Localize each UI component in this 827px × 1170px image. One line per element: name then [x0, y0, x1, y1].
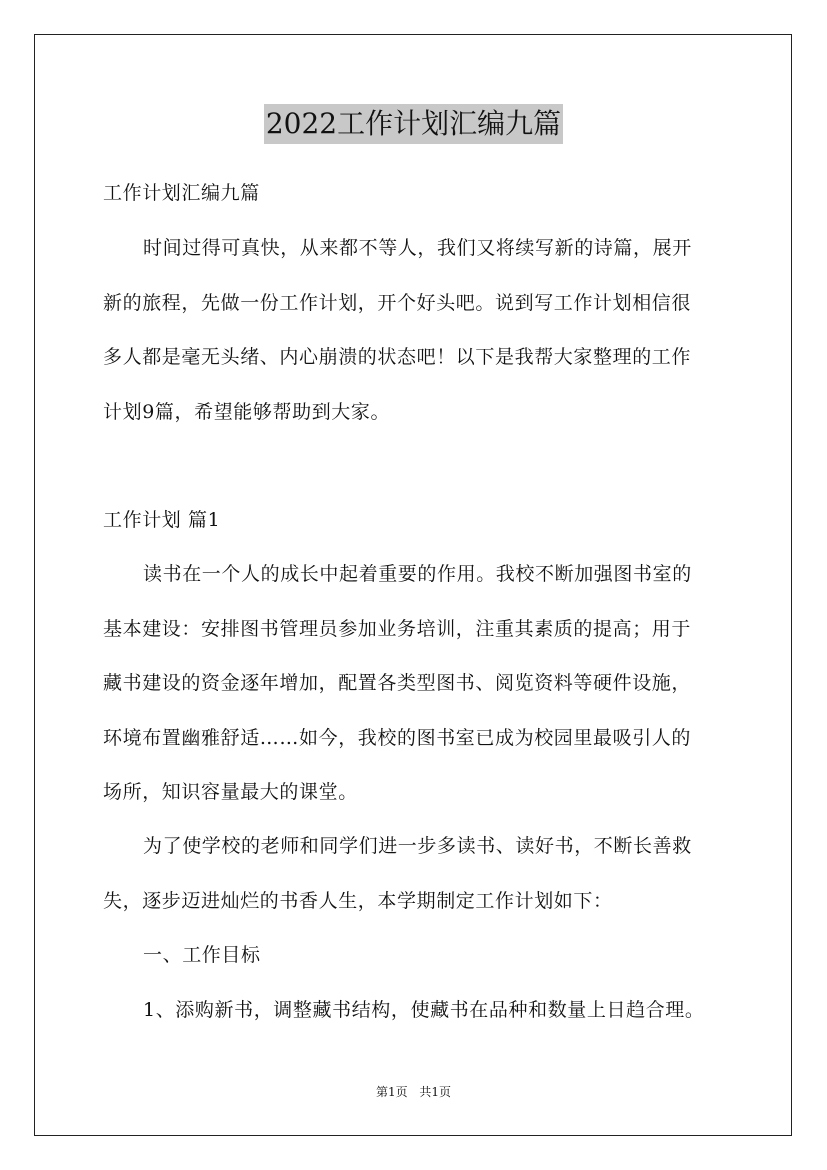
- list-item: 1、添购新书，调整藏书结构，使藏书在品种和数量上日趋合理。: [143, 999, 705, 1021]
- paragraph-line: 环境布置幽雅舒适……如今，我校的图书室已成为校园里最吸引人的: [103, 727, 692, 749]
- page-number: 第1页: [375, 1085, 408, 1099]
- intro-line: 多人都是毫无头绪、内心崩溃的状态吧！以下是我帮大家整理的工作: [103, 346, 692, 368]
- document-subtitle: 工作计划汇编九篇: [103, 182, 260, 204]
- paragraph-line: 为了使学校的老师和同学们进一步多读书、读好书，不断长善救: [143, 835, 692, 857]
- paragraph-line: 基本建设：安排图书管理员参加业务培训，注重其素质的提高；用于: [103, 618, 692, 640]
- intro-line: 计划9篇，希望能够帮助到大家。: [103, 401, 391, 423]
- document-title: 2022工作计划汇编九篇: [264, 104, 563, 144]
- section-heading: 工作计划 篇1: [103, 509, 221, 531]
- paragraph-line: 读书在一个人的成长中起着重要的作用。我校不断加强图书室的: [143, 563, 692, 585]
- title-container: [0, 104, 827, 144]
- paragraph-line: 场所，知识容量最大的课堂。: [103, 781, 358, 803]
- paragraph-line: 藏书建设的资金逐年增加，配置各类型图书、阅览资料等硬件设施，: [103, 672, 692, 694]
- intro-line: 新的旅程，先做一份工作计划，开个好头吧。说到写工作计划相信很: [103, 292, 692, 314]
- page-footer: [0, 1083, 827, 1100]
- intro-line: 时间过得可真快，从来都不等人，我们又将续写新的诗篇，展开: [143, 237, 692, 259]
- item-heading: 一、工作目标: [143, 944, 261, 966]
- page-total: 共1页: [419, 1085, 452, 1099]
- paragraph-line: 失，逐步迈进灿烂的书香人生，本学期制定工作计划如下：: [103, 890, 613, 912]
